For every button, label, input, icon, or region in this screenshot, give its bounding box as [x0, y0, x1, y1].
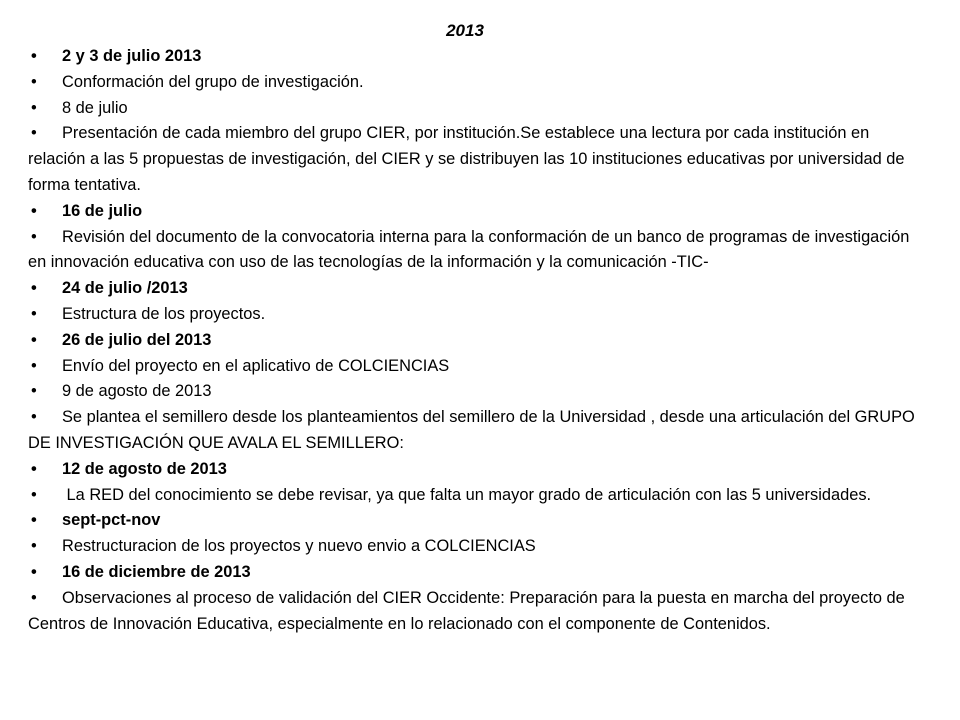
- entry-text: sept-pct-nov: [62, 511, 161, 530]
- bullet-icon: •: [31, 47, 37, 65]
- description-entry: [28, 405, 928, 457]
- entry-text: 8 de julio: [62, 98, 128, 117]
- entry-text: 2 y 3 de julio 2013: [62, 47, 202, 65]
- bullet-icon: •: [31, 330, 37, 349]
- bullet-icon: •: [31, 511, 37, 530]
- description-entry: [28, 96, 928, 122]
- bullet-icon: •: [31, 227, 37, 246]
- bullet-icon: •: [31, 201, 37, 220]
- bullet-icon: •: [31, 98, 37, 117]
- description-entry: [28, 70, 928, 96]
- description-entry: [28, 354, 928, 380]
- date-entry: [28, 276, 928, 302]
- bullet-icon: •: [31, 485, 37, 504]
- bullet-icon: •: [31, 408, 37, 427]
- bullet-icon: •: [31, 459, 37, 478]
- bullet-icon: •: [31, 588, 37, 607]
- description-entry: [28, 302, 928, 328]
- description-entry: [28, 586, 928, 638]
- entry-text: 9 de agosto de 2013: [62, 382, 212, 401]
- entry-text: 26 de julio del 2013: [62, 330, 212, 349]
- bullet-icon: •: [31, 562, 37, 581]
- bullet-icon: •: [31, 124, 37, 143]
- description-entry: [28, 483, 928, 509]
- entry-text: Observaciones al proceso de validación del CIER Occidente: Preparación para la puesta en marcha del proyecto de Centros de Innovación Educativa, especialmente en lo relacionado con el componente de Contenidos.: [28, 588, 905, 633]
- entry-text: 24 de julio /2013: [62, 279, 188, 298]
- entry-text: 16 de julio: [62, 201, 143, 220]
- bullet-icon: •: [31, 279, 37, 298]
- description-entry: [28, 121, 928, 198]
- date-entry: [28, 508, 928, 534]
- description-entry: [28, 379, 928, 405]
- slide-title: 2013: [446, 21, 484, 40]
- bullet-icon: •: [31, 382, 37, 401]
- date-entry: [28, 560, 928, 586]
- entry-text: Presentación de cada miembro del grupo CIER, por institución.Se establece una lectura por cada institución en relación a las 5 propuestas de investigación, del CIER y se distribuyen las 10 instituciones educativas por universidad de forma tentativa.: [28, 124, 905, 194]
- date-entry: [28, 457, 928, 483]
- date-entry: [28, 44, 928, 70]
- bullet-icon: •: [31, 356, 37, 375]
- entry-text: Estructura de los proyectos.: [62, 304, 266, 323]
- entry-text: 12 de agosto de 2013: [62, 459, 227, 478]
- entry-text: 16 de diciembre de 2013: [62, 562, 251, 581]
- entry-text: Revisión del documento de la convocatoria interna para la conformación de un banco de programas de investigación en innovación educativa con uso de las tecnologías de la información y la comunicación -TIC-: [28, 227, 910, 272]
- date-entry: [28, 328, 928, 354]
- entry-text: Se plantea el semillero desde los planteamientos del semillero de la Universidad , desde una articulación del GRUPO DE INVESTIGACIÓN QUE AVALA EL SEMILLERO:: [28, 408, 915, 452]
- description-entry: [28, 534, 928, 560]
- date-entry: [28, 199, 928, 225]
- entry-text: Restructuracion de los proyectos y nuevo envio a COLCIENCIAS: [62, 537, 536, 556]
- entry-text: Conformación del grupo de investigación.: [62, 72, 364, 91]
- bullet-icon: •: [31, 537, 37, 556]
- entries-list: [28, 44, 928, 637]
- description-entry: [28, 225, 928, 277]
- entry-text: La RED del conocimiento se debe revisar, ya que falta un mayor grado de articulación con las 5 universidades.: [62, 485, 872, 504]
- entry-text: Envío del proyecto en el aplicativo de COLCIENCIAS: [62, 356, 450, 375]
- bullet-icon: •: [31, 72, 37, 91]
- bullet-icon: •: [31, 304, 37, 323]
